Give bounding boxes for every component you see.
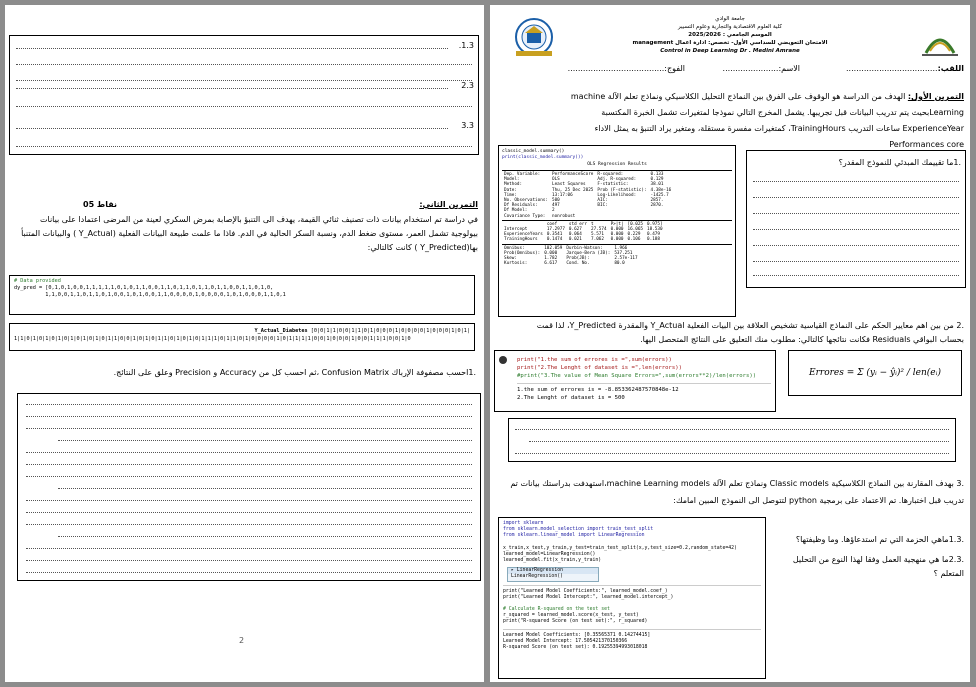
ols-cell: Durbin-Watson: xyxy=(566,245,603,251)
code-line: print("R-squared Score (on test set):", r_squared) xyxy=(503,619,648,625)
y-actual-box xyxy=(9,323,475,351)
ols-cell: 27.574 xyxy=(591,227,607,233)
ols-cell: Df Residuals: xyxy=(504,203,538,209)
code-line: Learned Model Coefficients: [0.35565371 0.14274415] xyxy=(503,632,651,638)
ols-cell: t xyxy=(591,221,594,227)
residuals-code xyxy=(494,350,776,412)
ols-cell: 2 xyxy=(551,208,555,214)
ols-cell: nonrobust xyxy=(551,213,576,219)
code-line: # Calculate R-squared on the test set xyxy=(503,607,610,613)
q1-text: .1ما تقييمك المبدئي للنموذج المقدر؟ xyxy=(838,158,961,167)
ols-cell: BIC: xyxy=(597,203,608,209)
ols-cell: AIC: xyxy=(597,198,608,204)
ols-cell: 1.782 xyxy=(544,256,558,262)
run-cell-icon[interactable] xyxy=(499,356,507,364)
ex1-title: التمرين الأول: xyxy=(907,92,964,101)
code-line: learned_model=LinearRegression() xyxy=(503,551,596,557)
answer-box-top[interactable] xyxy=(9,35,479,155)
ols-cell: Dep. Variable: xyxy=(504,172,541,177)
ols-cell: Jarque-Bera (JB): xyxy=(566,250,611,256)
ols-cell: Log-Likelihood: xyxy=(597,192,637,198)
ols-cell xyxy=(649,214,674,219)
y-actual-label: Y_Actual_Diabetes xyxy=(254,328,308,334)
code-line: import sklearn xyxy=(503,521,544,526)
page-left xyxy=(5,5,484,682)
faculty-logo xyxy=(918,23,962,59)
ex2-points: 05 نقاط xyxy=(83,200,117,209)
code-line: r_squared = learned_model.score(x_test, y_test) xyxy=(503,613,639,619)
code-line: from sklearn.linear_model import LinearRegression xyxy=(503,533,645,539)
ols-cell: 500 xyxy=(551,198,560,204)
ols-cell: Prob(Omnibus): xyxy=(504,250,541,256)
ex2-title: التمرين الثاني: xyxy=(419,200,478,209)
q2-text: .2 من بين اهم معايير الحكم على النماذج القياسية تشخيص العلاقة بين البيات الفعلية Y_Actual والمقدرة Y_Predicted، لذا قمت بحساب البواقي Residuals فكانت نتائجها كالتالي: مطلوب منك التعليق على النتائج المتحصل اليها. xyxy=(536,321,964,344)
answer-num-1: .1.3 xyxy=(458,41,474,50)
ols-cell: Prob (F-statistic): xyxy=(597,187,647,193)
ols-cell: Date: xyxy=(504,187,517,193)
linear-regression-widget[interactable] xyxy=(507,567,599,581)
ols-cell: PerformanceScore xyxy=(551,172,594,177)
code-line: print("Learned Model Intercept:", learned_model.intercept_) xyxy=(503,594,674,600)
university-logo xyxy=(510,17,558,59)
ols-coef-table xyxy=(502,222,665,243)
errors-formula: Errores = Σ (yᵢ − ŷᵢ)² / len(eᵢ) xyxy=(788,350,962,396)
ols-bottom-table xyxy=(502,246,640,267)
ols-cell: 0.021 xyxy=(568,237,582,243)
ols-cell: 13:17:06 xyxy=(551,192,573,198)
ols-cell: Omnibus: xyxy=(504,245,525,251)
ols-cell: [0.025 xyxy=(627,221,644,227)
ml-code xyxy=(498,517,766,679)
page-number: 2 xyxy=(239,636,245,645)
ols-cell: Skew: xyxy=(504,256,517,262)
ols-cell: Method: xyxy=(504,182,523,188)
ex2-text: في دراسة تم استخدام بيانات ذات تصنيف ثنائي القيمة، يهدف الى التنبؤ بالإصابة بمرض السكري لعينة من المرضى اعتمادا على بيانات بيولوجية تشمل العمر، مستوى ضغط الدم، ونسبة السكر الحالية في الدم. فاذا ما علمت طبيعة البيانات الفعلية (Y_Actual ) والبيانات المتنبأ بها(Y_Predicted ) كانت كالتالي: xyxy=(21,215,478,252)
ols-cell: 0.1474 xyxy=(546,237,563,243)
ols-coef-row xyxy=(502,237,665,242)
output-line1: 1.the sum of errores is = -8.853362487570848e-12 xyxy=(517,387,679,393)
ols-cell: 0.975] xyxy=(647,221,663,227)
ols-cell: 0.106 xyxy=(627,237,641,243)
ex1-text xyxy=(564,89,964,153)
answer-num-3: 3.3 xyxy=(461,121,474,130)
header-year: الموسم الجامعي : 2025/2026 xyxy=(688,32,772,38)
ols-cell: 0.129 xyxy=(650,177,664,183)
ols-cell: Model: xyxy=(504,177,520,183)
code-line: Learned Model Intercept: 17.505421370150366 xyxy=(503,638,628,644)
ols-cell: 0.229 xyxy=(627,232,641,238)
ols-cell: 7.062 xyxy=(591,237,604,243)
header-university: جامعة الوادي xyxy=(715,16,745,22)
header-faculty: كلية العلوم الاقتصادية والتجارية وعلوم التسيير xyxy=(677,24,783,30)
ols-cell: Covariance Type: xyxy=(504,213,546,219)
ols-cell: 2.57e-117 xyxy=(614,256,638,262)
output-line2: 2.The Lenght of dataset is = 500 xyxy=(517,395,625,401)
ols-cell: TrainingHours xyxy=(504,237,538,243)
ols-cell: 18.530 xyxy=(647,227,663,233)
ols-cell: 5.571 xyxy=(591,232,604,238)
ols-cell: Df Model: xyxy=(504,208,528,214)
code-line: from sklearn.model_selection import train_test_split xyxy=(503,527,654,533)
ols-cell: 0.064 xyxy=(568,232,582,238)
code-line: R-squared Score (on test set): 0.19255394993018018 xyxy=(503,645,648,651)
ols-cell: No. Observations: xyxy=(504,198,548,204)
lr-widget-title: ▸ LinearRegression xyxy=(508,568,598,574)
ols-top-row xyxy=(502,214,673,219)
ols-cell: 0.000 xyxy=(610,227,624,233)
field-name[interactable]: اللقب:.................................... xyxy=(846,64,964,73)
code-line: print("Learned Model Coefficients:", learned_model.coef_) xyxy=(503,588,668,594)
ols-cell: 0.000 xyxy=(544,250,558,256)
answer-num-2: 2.3 xyxy=(461,81,474,90)
ols-cell: Least Squares xyxy=(551,182,586,188)
ols-cell: 0.479 xyxy=(647,232,660,238)
ols-cell: Cond. No. xyxy=(566,261,590,267)
ols-cell: 0.627 xyxy=(568,227,582,233)
page-right xyxy=(490,5,970,682)
lr-widget-body: LinearRegression() xyxy=(511,574,563,580)
ols-cell: ExperienceYears xyxy=(504,232,543,238)
ols-cell: std err xyxy=(568,221,588,227)
ols-cell: coef xyxy=(546,221,558,227)
ols-cell: P>|t| xyxy=(610,221,624,227)
answer-box-q1[interactable] xyxy=(746,150,966,288)
ols-cell: 497 xyxy=(551,203,560,209)
ols-cell: Prob(JB): xyxy=(566,256,590,262)
ols-cell: 1.966 xyxy=(614,245,628,251)
answer-box-confusion[interactable] xyxy=(17,393,481,581)
ols-cell: 0.000 xyxy=(610,232,624,238)
y-pred-box xyxy=(9,275,475,315)
ols-cell: Kurtosis: xyxy=(504,261,528,267)
ex1-body: الهدف من الدراسة هو الوقوف على الفرق بين النماذج التحليل الكلاسيكي ونماذج تعلم الآلة machine Learningبحيث يتم تدريب البيانات قبل تجريبها. يشمل المخرج التالي نموذجا لمتغيرات تشمل الخبرة المكتسبة ExperienceYear ساعات التدريب TrainingHours، كمتغيرات مفسرة مستقلة، ومتغير يراد التنبؤ به يمثل الاداء Performances core xyxy=(570,92,964,149)
print-line2: print("2.The Lenght of dataset is =",len(errors)) xyxy=(517,365,683,371)
ols-cell: 0.3541 xyxy=(546,232,563,238)
ols-cell: 2870. xyxy=(650,203,664,209)
ols-cell: 17.2977 xyxy=(546,227,565,233)
ols-cell: 38.01 xyxy=(650,182,664,188)
ols-cell: Intercept xyxy=(504,227,528,233)
q1-confusion: .1احسب مصفوفة الإرباك Confusion Matrix ،ثم احسب كل من Accuracy و Precision وعلق على النتائج. xyxy=(113,368,476,377)
y-pred-line2: 1,1,0,0,1,1,0,1,1,0,1,0,0,1,0,1,0,0,1,1,0,0,0,0,1,0,0,0,0,1,0,1,0,0,0,1,1,0,1 xyxy=(14,292,286,298)
y-pred-line1: dy_pred = [0,1,0,1,0,0,1,1,1,1,1,0,1,0,1,1,0,0,1,1,0,1,1,0,1,1,0,1,1,0,0,1,1,0,1,0, xyxy=(14,285,274,291)
ml-code-block1 xyxy=(503,521,761,564)
field-surname[interactable]: الاسم:...................... xyxy=(722,64,800,73)
data-comment: # Data provided xyxy=(14,278,61,284)
ols-cell: 80.0 xyxy=(614,261,625,267)
ols-cell xyxy=(595,214,648,219)
ols-cell: 0.133 xyxy=(650,172,664,177)
code-line: x_train,x_test,y_train,y_test=train_test_split(x,y,test_size=0.2,random_state=42) xyxy=(503,545,737,551)
header-course: Control in Deep Learning Dr . Medini Amrane xyxy=(660,48,800,54)
ols-cell: 0.188 xyxy=(647,237,660,243)
ols-cell: Thu, 25 Dec 2025 xyxy=(551,187,594,193)
ols-code2: print(classic_model.summary()) xyxy=(502,155,584,160)
header-exam: الامتحان التعويضي للسداسي الأول- تخصص: ادارة اعمال management xyxy=(632,40,828,46)
ols-cell: Time: xyxy=(504,192,517,198)
ols-summary xyxy=(498,145,736,317)
ols-cell: 16.065 xyxy=(627,227,644,233)
ols-cell: F-statistic: xyxy=(597,182,629,188)
q32-text: .2.3ما هي منهجية العمل وفقا لهذا النوع من التحليل المتعلم ؟ xyxy=(792,555,964,578)
print-line1: print("1.the sum of errores is =",sum(errors)) xyxy=(517,357,672,363)
ols-title: OLS Regression Results xyxy=(587,162,647,167)
ols-cell: 102.059 xyxy=(544,245,563,251)
ml-code-block2 xyxy=(503,589,761,626)
ols-cell: 4.38e-16 xyxy=(650,187,672,193)
ols-cell: -1425.7 xyxy=(650,192,669,198)
ols-cell: 6.617 xyxy=(544,261,558,267)
ols-cell: OLS xyxy=(551,177,560,183)
q3-text: .3 بهدف المقارنة بين النماذج الكلاسيكية Classic models ونماذج تعلم الآلة machine Learning models،استهدفت بدراستك بيانات تم تدريب قبل اختبارها. تم الاعتماد على برمجية python لتتوصل الى النموذج المبين امامك: xyxy=(510,479,964,505)
ols-cell: Adj. R-squared: xyxy=(597,177,637,183)
ols-bottom-row xyxy=(502,261,640,266)
ols-cell: R-squared: xyxy=(597,172,624,177)
ols-code1: classic_model.summary() xyxy=(502,149,565,154)
header-block xyxy=(570,15,890,55)
y-actual-line2: 1|1|0|1|0|1|0|1|0|1|0|1|0|1|0|1|1|0|0|1|0|1|0|1|1|0|1|0|1|0|1|1|1|0|1|1|0|1|0|0|0|0|1|0|1|1|1|1|0|0|1|0|0|0|1|0|0|1|1|1|0|0|1|0 xyxy=(14,336,411,342)
ols-cell: 0.000 xyxy=(610,237,624,243)
ols-cell: 2857. xyxy=(650,198,664,204)
print-line3: #print("3.The value of Mean Square Errors=",sum(errors**2)/len(errors)) xyxy=(517,373,757,379)
field-group[interactable]: الفوج:...................................... xyxy=(567,64,685,73)
ml-output xyxy=(503,633,761,652)
code-line: learned_model.fit(x_train,y_train) xyxy=(503,558,602,564)
y-actual-line1: [0|0|1|1|0|0|1|1|0|1|0|0|0|1|0|0|0|0|1|0|0|0|1|0|1| xyxy=(310,328,470,334)
ols-cell: 537.251 xyxy=(614,250,633,256)
q31-text: .1.3ماهي الحزمة التي تم استدعاؤها. وما وظيفتها؟ xyxy=(795,535,964,544)
answer-box-q2[interactable] xyxy=(508,418,956,462)
ols-top-table xyxy=(502,172,673,219)
